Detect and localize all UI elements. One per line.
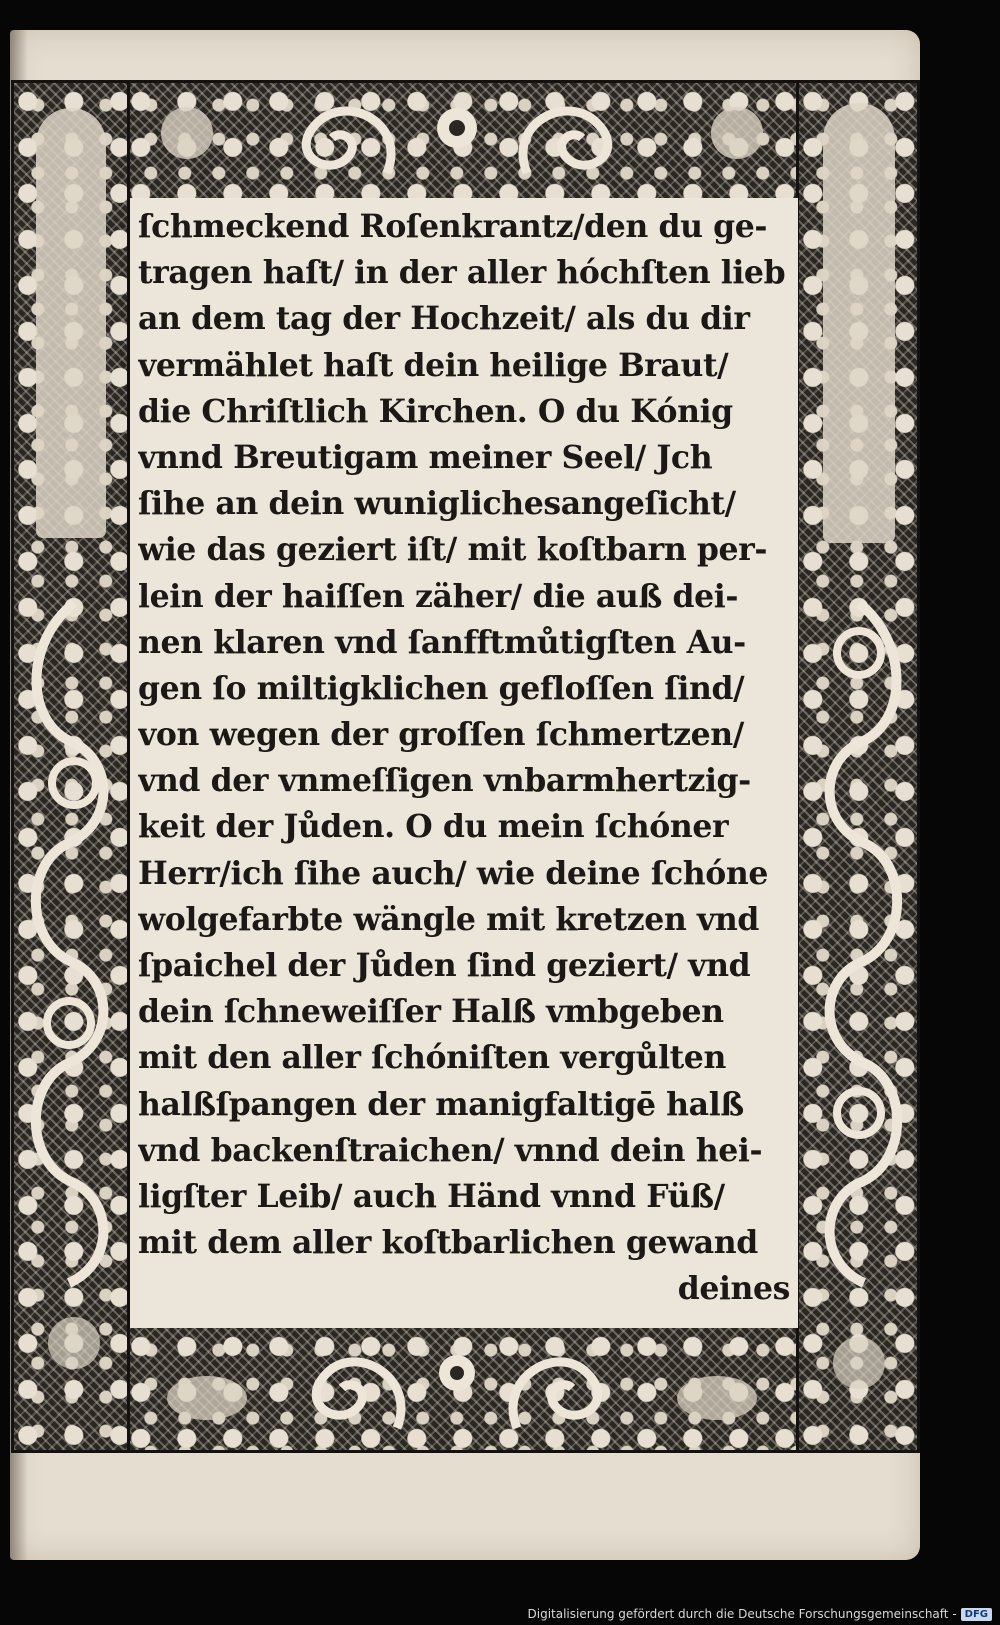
text-line: gen ſo miltigklichen gefloſſen ſind/ bbox=[138, 669, 745, 707]
vine-ornament-right bbox=[799, 83, 917, 1450]
text-line: von wegen der groſſen ſchmertzen/ bbox=[138, 716, 744, 754]
page-text bbox=[138, 204, 796, 1313]
text-line: lein der haiſſen zäher/ die auß dei- bbox=[138, 577, 738, 615]
text-line: vermählet haſt dein heilige Braut/ bbox=[138, 346, 729, 384]
text-line: nen klaren vnd ſanfftmůtigſten Au- bbox=[138, 623, 746, 661]
text-line: halßſpangen der manigfaltigē halß bbox=[138, 1085, 744, 1123]
text-line: ſpaichel der Jůden ſind geziert/ vnd bbox=[138, 947, 751, 984]
text-line: tragen haſt/ in der aller hóchſten lieb bbox=[138, 254, 786, 292]
text-line: wolgefarbte wängle mit kretzen vnd bbox=[138, 900, 759, 938]
ornamental-left-strip bbox=[14, 83, 127, 1450]
text-line: ſihe an dein wuniglichesangeſicht/ bbox=[138, 485, 736, 523]
text-line: ſchmeckend Roſenkrantz/den du ge- bbox=[138, 208, 768, 245]
text-line: die Chriſtlich Kirchen. O du Kónig bbox=[138, 392, 733, 430]
text-line: Herr/ich ſihe auch/ wie deine ſchóne bbox=[138, 854, 769, 892]
text-line: wie das geziert iſt/ mit koſtbarn per- bbox=[138, 531, 768, 569]
scroll-ornament-bottom bbox=[127, 1328, 799, 1450]
text-line: ligſter Leib/ auch Händ vnnd Füß/ bbox=[138, 1177, 725, 1215]
ornamental-bottom-band bbox=[127, 1328, 799, 1450]
text-line: vnd backenſtraichen/ vnnd dein hei- bbox=[138, 1131, 763, 1169]
text-line: vnnd Breutigam meiner Seel/ Jch bbox=[138, 438, 713, 476]
text-line: mit dem aller koſtbarlichen gewand bbox=[138, 1224, 758, 1262]
text-line: keit der Jůden. O du mein ſchóner bbox=[138, 808, 729, 846]
text-line: dein ſchneweiſſer Halß vmbgeben bbox=[138, 993, 724, 1031]
ornamental-top-band bbox=[127, 83, 799, 198]
text-line: an dem tag der Hochzeit/ als du dir bbox=[138, 300, 750, 338]
catchword: deines bbox=[677, 1270, 790, 1308]
credit-text: Digitalisierung gefördert durch die Deutsche Forschungsgemeinschaft - bbox=[527, 1607, 957, 1621]
ornamental-right-strip bbox=[799, 83, 917, 1450]
text-line: vnd der vnmeſſigen vnbarmhertzig- bbox=[138, 762, 751, 800]
scroll-ornament-top bbox=[127, 83, 799, 198]
text-line: mit den aller ſchóniſten vergůlten bbox=[138, 1039, 726, 1077]
vine-ornament-left bbox=[14, 83, 127, 1450]
digitization-credit bbox=[528, 1607, 993, 1621]
dfg-logo: DFG bbox=[961, 1608, 992, 1621]
